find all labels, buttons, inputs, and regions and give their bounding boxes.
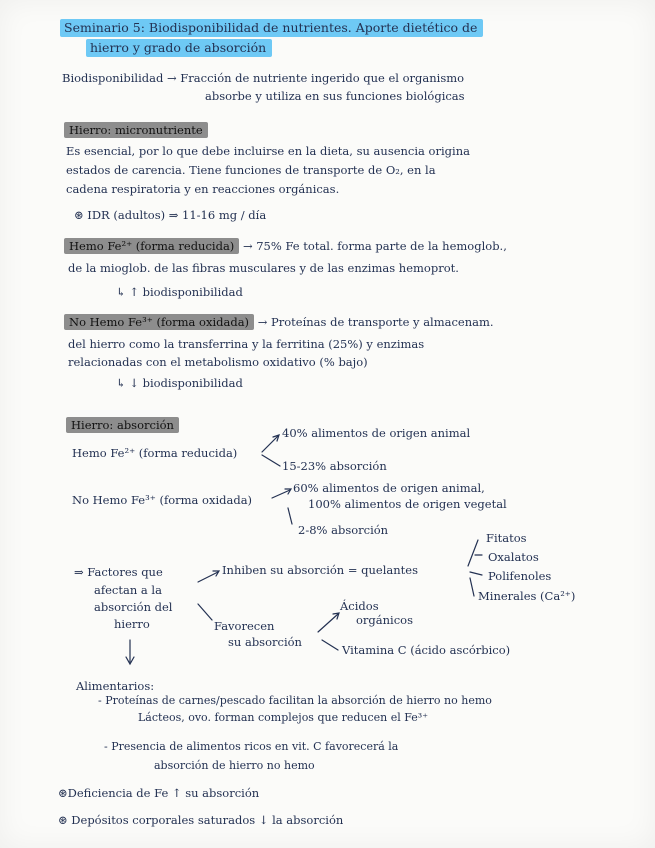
branch-arrow-icon [198, 604, 212, 620]
abs-nohemo-label: No Hemo Fe³⁺ (forma oxidada) [72, 493, 253, 507]
nohemo-line-3: relacionadas con el metabolismo oxidativo (% bajo) [68, 355, 368, 369]
hemo-line-1: → 75% Fe total. forma parte de la hemoglob., [242, 239, 507, 253]
quelante-3: Polifenoles [488, 569, 552, 583]
acidos-1: Ácidos [340, 599, 379, 613]
nohemo-line-4: ↳ ↓ biodisponibilidad [116, 376, 243, 390]
asterisk-icon: ⊛ [74, 208, 88, 222]
factores-label-4: hierro [114, 617, 150, 631]
abs-nohemo-bottom: 2-8% absorción [298, 523, 389, 537]
quelante-4: Minerales (Ca²⁺) [478, 589, 576, 603]
micro-line-3: cadena respiratoria y en reacciones orgánicas. [66, 182, 340, 196]
note-1-text: Deficiencia de Fe ↑ su absorción [67, 786, 260, 800]
nohemo-line-2: del hierro como la transferrina y la ferritina (25%) y enzimas [68, 337, 425, 351]
abs-hemo-top: 40% alimentos de origen animal [282, 426, 471, 440]
bio-line-1: Fracción de nutriente ingerido que el organismo [180, 71, 465, 85]
alimentarios-heading: Alimentarios: [76, 679, 155, 693]
asterisk-icon: ⊛ [58, 786, 68, 800]
branch-arrow-icon [322, 640, 338, 650]
hemo-line-2: de la mioglob. de las fibras musculares y de las enzimas hemoprot. [68, 261, 459, 275]
alimentarios-b2-line-1: - Presencia de alimentos ricos en vit. C favorecerá la [104, 740, 399, 753]
factores-label-1: ⇒ Factores que [74, 565, 163, 579]
branch-arrow-icon [318, 614, 338, 632]
abs-hemo-bottom: 15-23% absorción [282, 459, 387, 473]
title-line-1: Seminario 5: Biodisponibilidad de nutrientes. Aporte dietético de [60, 19, 483, 37]
hemo-heading: Hemo Fe²⁺ (forma reducida) [64, 238, 239, 254]
branch-arrow-icon [198, 572, 218, 582]
hemo-line-3: ↳ ↑ biodisponibilidad [116, 285, 243, 299]
branch-arrow-icon [262, 436, 278, 452]
bio-arrow: → [167, 71, 177, 85]
micro-heading: Hierro: micronutriente [64, 122, 208, 138]
absorcion-heading: Hierro: absorción [66, 417, 179, 433]
title-line-2: hierro y grado de absorción [86, 39, 272, 57]
bio-term: Biodisponibilidad [62, 71, 164, 85]
factores-label-3: absorción del [94, 600, 173, 614]
branch-arrow-icon [288, 508, 292, 524]
micro-line-1: Es esencial, por lo que debe incluirse en la dieta, su ausencia origina [66, 144, 470, 158]
micro-line-2: estados de carencia. Tiene funciones de transporte de O₂, en la [66, 163, 436, 177]
nohemo-line-1: → Proteínas de transporte y almacenam. [257, 315, 494, 329]
alimentarios-b1-line-1: - Proteínas de carnes/pescado facilitan la absorción de hierro no hemo [98, 694, 492, 707]
branch-arrow-icon [468, 540, 478, 566]
quelante-2: Oxalatos [488, 550, 539, 564]
abs-nohemo-top-1: 60% alimentos de origen animal, [293, 481, 485, 495]
alimentarios-b1-line-2: Lácteos, ovo. forman complejos que reducen el Fe³⁺ [138, 711, 429, 724]
abs-hemo-label: Hemo Fe²⁺ (forma reducida) [72, 446, 238, 460]
micro-idr-text: IDR (adultos) ⇒ 11-16 mg / día [87, 208, 267, 222]
quelante-1: Fitatos [486, 531, 527, 545]
branch-arrow-icon [262, 455, 280, 466]
favorecen-2: su absorción [228, 635, 302, 649]
note-2-text: Depósitos corporales saturados ↓ la absorción [71, 813, 344, 827]
branch-arrow-icon [272, 490, 290, 498]
nohemo-heading: No Hemo Fe³⁺ (forma oxidada) [64, 314, 254, 330]
asterisk-icon: ⊛ [58, 813, 72, 827]
alimentarios-b2-line-2: absorción de hierro no hemo [154, 759, 315, 772]
factores-label-2: afectan a la [94, 583, 162, 597]
abs-nohemo-top-2: 100% alimentos de origen vegetal [308, 497, 507, 511]
acidos-2: orgánicos [356, 613, 413, 627]
favorecen-1: Favorecen [214, 619, 275, 633]
vitamina-c: Vitamina C (ácido ascórbico) [342, 643, 511, 657]
bio-line-2: absorbe y utiliza en sus funciones biológicas [205, 89, 465, 103]
factores-inhiben: Inhiben su absorción = quelantes [222, 563, 419, 577]
